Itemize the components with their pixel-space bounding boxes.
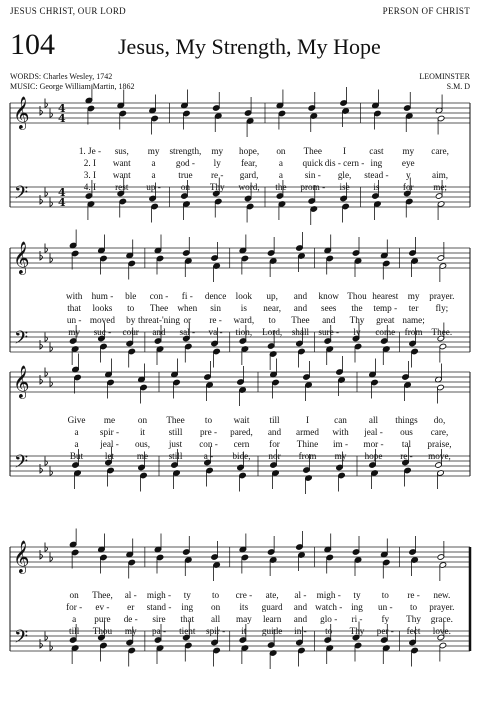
lyric-syllable: wait [233,415,250,425]
flat-sign [40,550,43,559]
lyric-syllable: me; [433,182,447,192]
lyric-syllable: that [67,303,82,313]
lyric-syllable: my [68,327,81,337]
lyric-syllable: praise, [427,439,452,449]
lyric-syllable: my [407,291,420,301]
lyric-syllable: temp - [373,303,398,313]
lyric-syllable: love. [432,626,451,636]
lyric-syllable: va - [208,327,223,337]
lyric-syllable: for [402,182,414,192]
lyric-syllable: a [278,158,283,168]
lyric-syllable: sees [321,303,337,313]
lyric-syllable: on [69,590,79,600]
lyric-syllable: come [375,327,396,337]
lyric-syllable: prayer. [429,291,455,301]
lyric-syllable: ty [353,590,361,600]
lyric-syllable: cre - [235,590,253,600]
lyric-syllable: I [305,415,310,425]
lyric-syllable: a [151,158,156,168]
lyric-syllable: Thy [209,182,225,192]
lyric-syllable: ly [353,327,361,337]
lyric-syllable: grace. [430,614,453,624]
lyric-syllable: by [126,315,136,325]
lyric-syllable: hope [364,451,383,461]
lyric-syllable: Thy [349,315,365,325]
lyric-syllable: spir - [99,427,120,437]
treble-clef: 𝄞 [13,365,30,398]
lyric-syllable: it [139,427,146,437]
lyric-syllable: prayer. [429,602,455,612]
lyric-syllable: when [177,303,198,313]
flat-sign [40,106,43,115]
lyric-syllable: that [180,614,195,624]
lyric-syllable: me [103,415,116,425]
bass-clef: 𝄢 [14,452,29,477]
lyric-syllable: Give [67,415,86,425]
lyric-syllable: Thy [406,614,421,624]
lyric-syllable: the [275,182,287,192]
words-credit: WORDS: Charles Wesley, 1742 [10,72,113,81]
lyric-syllable: de - [123,614,138,624]
lyric-syllable: and [293,303,308,313]
lyric-syllable: and [293,614,308,624]
lyric-syllable: and [267,427,282,437]
lyric-syllable: on [210,602,221,612]
lyric-syllable: and [293,602,308,612]
flat-sign [40,340,43,349]
lyric-syllable: re - [407,590,420,600]
lyric-syllable: my [211,146,224,156]
lyric-syllable: 1. Je - [78,146,102,156]
lyric-syllable: cour [122,327,139,337]
lyric-syllable: great [376,315,395,325]
lyric-syllable: a [72,614,77,624]
flat-sign [40,464,43,473]
lyric-syllable: to [211,590,220,600]
lyric-syllable: with [65,291,83,301]
treble-clef: 𝄞 [13,96,30,129]
lyric-syllable: new. [433,590,451,600]
lyric-syllable: ise [339,182,350,192]
lyric-syllable: ty [183,590,191,600]
lyric-syllable: want [112,158,131,168]
lyric-syllable: quick [302,158,323,168]
section-header: JESUS CHRIST, OUR LORD [10,6,126,16]
lyric-syllable: care, [431,146,449,156]
lyric-syllable: look [235,291,253,301]
lyric-syllable: learn [262,614,282,624]
lyric-syllable: ev - [95,602,110,612]
lyric-syllable: mor - [363,439,384,449]
lyric-syllable: jeal - [364,427,383,437]
bass-clef: 𝄢 [14,183,29,208]
lyric-syllable: ous, [134,439,151,449]
bass-clef: 𝄢 [14,328,29,353]
lyric-syllable: on [180,182,191,192]
lyric-syllable: move, [428,451,451,461]
lyric-syllable: aim, [432,170,449,180]
time-signature: 4 [58,112,66,125]
lyric-syllable: stand - [146,602,172,612]
lyric-syllable: all [368,415,379,425]
time-signature: 4 [58,102,66,115]
lyric-syllable: I [343,146,347,156]
lyric-syllable: guard [261,602,283,612]
lyric-syllable: re - [211,170,224,180]
lyric-syllable: sus, [114,146,129,156]
lyric-syllable: on [137,415,148,425]
lyric-syllable: ous [400,427,413,437]
lyric-syllable: im - [332,439,349,449]
lyric-syllable: hearest [372,291,399,301]
lyric-syllable: ly [213,158,221,168]
lyric-syllable: tient [179,626,196,636]
lyric-syllable: glo - [320,614,338,624]
lyric-syllable: a - [203,451,214,461]
lyric-syllable: care, [430,427,449,437]
flat-sign [40,639,43,648]
lyric-syllable: know [318,291,339,301]
lyric-syllable: sal - [179,327,196,337]
lyric-syllable: in - [294,626,307,636]
lyric-syllable: dence [204,291,227,301]
lyric-syllable: to [409,602,418,612]
lyric-syllable: Thine [296,439,319,449]
lyric-syllable: to [325,626,333,636]
lyric-syllable: 4. I [83,182,97,192]
lyric-syllable: gle, [337,170,352,180]
lyric-syllable: stead - [364,170,389,180]
lyric-syllable: still [168,427,183,437]
category-header: PERSON OF CHRIST [382,6,470,16]
lyric-syllable: to [127,303,135,313]
lyric-syllable: Thee [291,315,310,325]
lyric-syllable: near, [263,303,282,313]
lyric-syllable: er [127,602,135,612]
lyric-syllable: looks [92,303,113,313]
lyric-syllable: a [151,170,156,180]
lyric-syllable: may [235,614,252,624]
lyric-syllable: sin [210,303,221,313]
lyric-syllable: con - [149,291,169,301]
lyric-syllable: from [298,451,317,461]
treble-clef: 𝄞 [13,241,30,274]
lyric-syllable: y [405,170,411,180]
lyric-syllable: Thee, [92,590,113,600]
lyric-syllable: a [278,170,283,180]
flat-sign [40,375,43,384]
lyric-syllable: pure [94,614,111,624]
lyric-syllable: spir - [206,626,226,636]
lyric-syllable: gard, [239,170,259,180]
lyric-syllable: dis - cern - [324,158,365,168]
flat-sign [40,251,43,260]
lyric-syllable: fly; [435,303,449,313]
flat-sign [40,195,43,204]
lyric-syllable: re - [400,451,413,461]
lyric-syllable: Thy [349,626,365,636]
lyric-syllable: for - [66,602,83,612]
lyric-syllable: shall [291,327,310,337]
lyric-syllable: to [268,315,276,325]
lyric-syllable: ble [125,291,137,301]
lyric-syllable: till [69,626,80,636]
bass-clef: 𝄢 [14,627,29,652]
lyric-syllable: cern [233,439,250,449]
lyric-syllable: rest [115,182,129,192]
lyric-syllable: my [147,146,160,156]
lyric-syllable: to [204,415,213,425]
lyric-syllable: eye [401,158,415,168]
lyric-syllable: jeal - [100,439,119,449]
lyric-syllable: tal [401,439,412,449]
hymn-number: 104 [10,28,55,61]
lyric-syllable: or [183,315,192,325]
lyric-syllable: the [351,303,363,313]
time-signature: 4 [58,186,66,199]
lyric-syllable: sure - [318,327,340,337]
lyric-syllable: fy [381,614,390,624]
lyric-syllable: ing [370,158,383,168]
lyric-syllable: ing [181,602,194,612]
lyric-syllable: let [104,451,115,461]
lyric-syllable: fect [406,626,421,636]
lyric-syllable: and [322,315,336,325]
treble-clef: 𝄞 [13,540,30,573]
lyric-syllable: fi - [181,291,193,301]
lyric-syllable: bide, [232,451,251,461]
lyric-syllable: till [269,415,280,425]
lyric-syllable: re - [209,315,222,325]
lyric-syllable: me [136,451,149,461]
lyric-syllable: still [168,451,183,461]
lyric-syllable: my [124,626,137,636]
lyric-syllable: things [395,415,418,425]
lyric-syllable: Lord, [262,327,283,337]
lyric-syllable: on [276,146,286,156]
lyric-syllable: ward, [233,315,255,325]
lyric-syllable: pa - [151,626,167,636]
lyric-syllable: cast [369,146,384,156]
lyric-syllable: want [112,170,131,180]
lyric-syllable: al - [294,590,307,600]
lyric-syllable: can [334,415,347,425]
lyric-syllable: watch - [315,602,343,612]
lyric-syllable: up - [146,182,161,192]
lyric-syllable: hope, [239,146,260,156]
lyric-syllable: Thee. [431,327,453,337]
lyric-syllable: for [269,439,280,449]
lyric-syllable: just [168,439,183,449]
music-credit: MUSIC: George William Martin, 1862 [10,82,135,91]
lyric-syllable: threat-'ning [138,315,180,325]
lyric-syllable: ter [408,303,419,313]
lyric-syllable: Thee [303,146,322,156]
lyric-syllable: hum - [91,291,114,301]
lyric-syllable: from [404,327,423,337]
lyric-syllable: word, [238,182,260,192]
lyric-syllable: name; [402,315,425,325]
lyric-syllable: sire [152,614,166,624]
lyric-syllable: un - [66,315,82,325]
lyric-syllable: it [241,626,247,636]
lyric-syllable: guide [261,626,283,636]
lyric-syllable: its [239,602,249,612]
lyric-syllable: a [74,439,79,449]
lyric-syllable: per - [376,626,394,636]
lyric-syllable: and [152,327,166,337]
lyric-syllable: ate, [265,590,279,600]
lyric-syllable: ing [351,602,363,612]
lyric-syllable: all [210,614,221,624]
lyric-syllable: armed [296,427,319,437]
tune-name: LEOMINSTER [419,72,470,81]
lyric-syllable: migh - [146,590,172,600]
lyric-syllable: with [332,427,349,437]
lyric-syllable: tion, [235,327,253,337]
lyric-syllable: is [373,182,380,192]
lyric-syllable: nor [268,451,281,461]
time-signature: 4 [58,196,66,209]
lyric-syllable: prom - [300,182,326,192]
lyric-syllable: 3. I [83,170,97,180]
lyric-syllable: moved [89,315,115,325]
lyric-syllable: Thee [149,303,169,313]
lyric-syllable: fear, [240,158,258,168]
lyric-syllable: But [69,451,84,461]
lyric-syllable: my [334,451,347,461]
meter: S.M. D [446,82,470,91]
hymn-title: Jesus, My Strength, My Hope [118,34,381,59]
lyric-syllable: up, [266,291,278,301]
lyric-syllable: Thee [166,415,185,425]
lyric-syllable: Thou [347,291,367,301]
lyric-syllable: to [381,590,389,600]
lyric-syllable: god - [175,158,195,168]
lyric-syllable: migh - [316,590,341,600]
lyric-syllable: strength, [169,146,202,156]
lyric-syllable: do, [433,415,446,425]
lyric-syllable: suc - [93,327,112,337]
lyric-syllable: al - [124,590,137,600]
lyric-syllable: is [240,303,247,313]
lyric-syllable: sin - [304,170,321,180]
lyric-syllable: pared, [230,427,253,437]
lyric-syllable: pre - [199,427,218,437]
lyric-syllable: my [402,146,415,156]
lyric-syllable: con - [199,439,218,449]
lyric-syllable: un - [378,602,393,612]
lyric-syllable: and [293,291,308,301]
lyric-syllable: Thou [92,626,113,636]
lyric-syllable: true [178,170,193,180]
lyric-syllable: 2. I [83,158,97,168]
lyric-syllable: ri - [351,614,363,624]
lyric-syllable: a [74,427,79,437]
